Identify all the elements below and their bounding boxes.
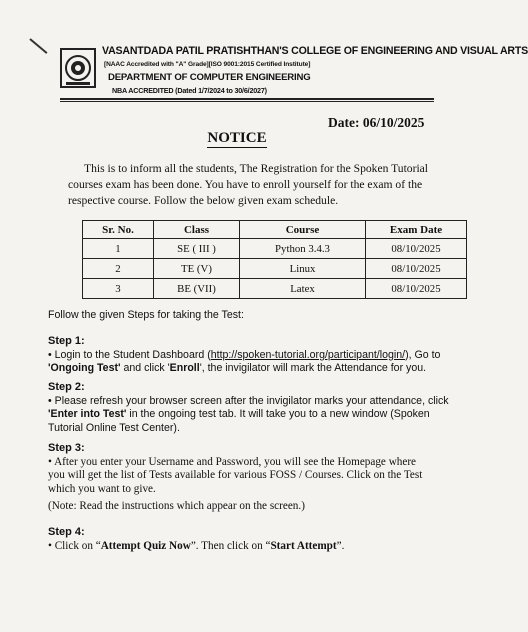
table-cell: 3 — [83, 279, 154, 299]
dashboard-link[interactable]: http://spoken-tutorial.org/participant/login/ — [210, 348, 406, 361]
step-text-part: • Login to the Student Dashboard ( — [48, 348, 211, 361]
intro-line: respective course. Follow the below given exam schedule. — [68, 194, 339, 207]
table-cell: 2 — [83, 259, 154, 279]
column-header: Exam Date — [366, 221, 467, 239]
step-2 — [48, 381, 456, 435]
step-text: • Please refresh your browser screen after the invigilator marks your attendance, click — [48, 394, 449, 407]
header-divider-thin — [60, 101, 434, 102]
nba-accreditation: NBA ACCREDITED (Dated 1/7/2024 to 30/6/2027) — [112, 86, 267, 95]
steps-intro: Follow the given Steps for taking the Test: — [48, 309, 244, 321]
table-cell: TE (V) — [154, 259, 240, 279]
step-text: • After you enter your Username and Password, you will see the Homepage where — [48, 455, 417, 468]
accreditation-line: [NAAC Accredited with "A" Grade][ISO 9001:2015 Certified Institute] — [104, 61, 311, 68]
step-text-part: ', the invigilator will mark the Attendance for you. — [199, 362, 427, 374]
department-name: DEPARTMENT OF COMPUTER ENGINEERING — [108, 72, 311, 83]
step-heading: Step 1: — [48, 335, 85, 347]
intro-line: courses exam has been done. You have to enroll yourself for the exam of the — [68, 178, 423, 191]
scan-mark — [29, 38, 47, 54]
step-text-bold: Enroll — [169, 362, 200, 374]
table-cell: 1 — [83, 239, 154, 259]
step-text — [48, 408, 456, 422]
step-text-bold: Attempt Quiz Now — [100, 539, 191, 552]
step-text — [48, 362, 456, 376]
column-header: Sr. No. — [83, 221, 154, 239]
table-cell: Python 3.4.3 — [240, 239, 366, 259]
table-cell: BE (VII) — [154, 279, 240, 299]
table-row — [83, 279, 467, 299]
table-cell: Linux — [240, 259, 366, 279]
table-cell: 08/10/2025 — [366, 279, 467, 299]
step-text: you will get the list of Tests available for various FOSS / Courses. Click on the Test — [48, 469, 423, 481]
column-header: Course — [240, 221, 366, 239]
college-name: VASANTDADA PATIL PRATISHTHAN'S COLLEGE OF ENGINEERING AND VISUAL ARTS — [102, 45, 528, 57]
intro-paragraph — [68, 161, 448, 209]
notice-date: Date: 06/10/2025 — [328, 115, 425, 130]
step-1 — [48, 335, 456, 376]
notice-title-text: NOTICE — [207, 130, 267, 146]
step-text-part: ), Go to — [405, 348, 441, 361]
column-header: Class — [154, 221, 240, 239]
step-text-bold: Start Attempt — [270, 539, 337, 552]
step-text-part: and click ' — [120, 362, 170, 374]
header-divider — [60, 98, 434, 100]
table-cell: Latex — [240, 279, 366, 299]
table-cell: 08/10/2025 — [366, 259, 467, 279]
notice-title — [0, 130, 474, 147]
step-text-bold: 'Ongoing Test' — [48, 362, 121, 374]
step-heading: Step 3: — [48, 442, 85, 454]
note: (Note: Read the instructions which appear on the screen.) — [48, 500, 305, 512]
college-logo-icon — [60, 48, 96, 88]
step-4 — [48, 526, 456, 553]
step-heading: Step 4: — [48, 526, 85, 538]
step-heading: Step 2: — [48, 381, 85, 393]
step-text-part: ”. — [336, 539, 345, 552]
step-text-part: in the ongoing test tab. It will take you to a new window (Spoken — [126, 408, 430, 420]
table-cell: 08/10/2025 — [366, 239, 467, 259]
step-text-part: ”. Then click on “ — [190, 539, 271, 552]
table-header-row — [83, 221, 467, 239]
step-text-bold: 'Enter into Test' — [48, 408, 127, 420]
intro-line: This is to inform all the students, The Registration for the Spoken Tutorial — [84, 162, 429, 175]
step-3 — [48, 442, 456, 496]
step-text — [48, 349, 456, 363]
table-cell: SE ( III ) — [154, 239, 240, 259]
step-text: which you want to give. — [48, 482, 156, 495]
table-row — [83, 259, 467, 279]
exam-schedule-table — [82, 220, 467, 299]
step-text — [48, 540, 456, 554]
table-row — [83, 239, 467, 259]
step-text-part: • Click on “ — [48, 539, 101, 552]
step-text: Tutorial Online Test Center). — [48, 421, 180, 434]
